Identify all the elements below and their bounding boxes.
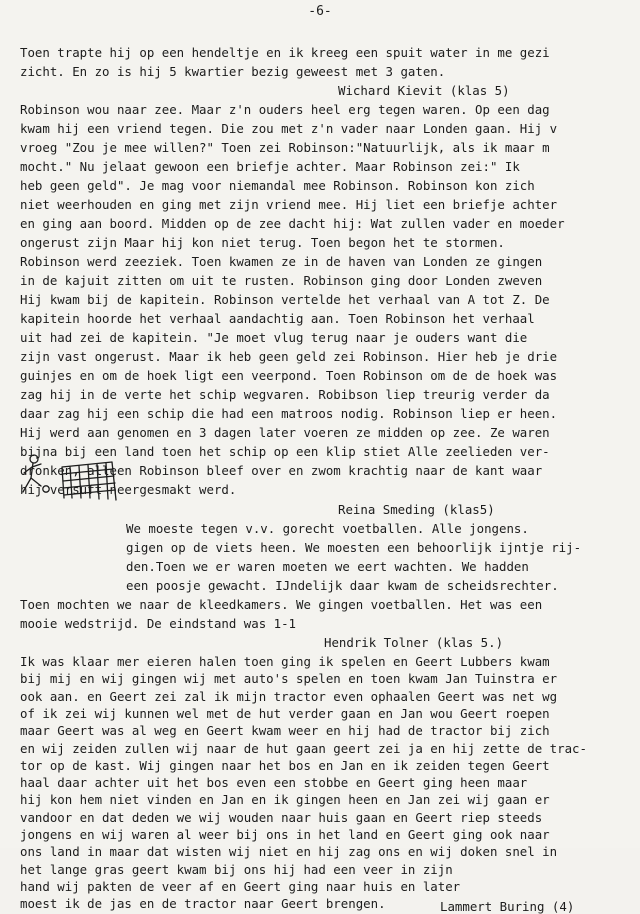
text-line: Hij kwam bij de kapitein. Robinson vertelde het verhaal van A tot Z. De [20, 292, 550, 307]
football-drawing [14, 452, 122, 504]
text-line: of ik zei wij kunnen wel met de hut verder gaan en Jan wou Geert roepen [20, 705, 550, 721]
text-line: Robinson wou naar zee. Maar z'n ouders heel erg tegen waren. Op een dag [20, 102, 550, 117]
text-line: jongens en wij waren al weer bij ons in het land en Geert ging ook naar [20, 827, 550, 842]
text-line: den.Toen we er waren moeten we eert wachten. We hadden [126, 559, 529, 574]
text-line: een poosje gewacht. IJndelijk daar kwam de scheidsrechter. [126, 578, 559, 593]
text-line: guinjes en om de hoek ligt een veerpond. Toen Robinson om de de hoek was [20, 368, 558, 383]
text-line: en ging aan boord. Midden op de zee dacht hij: Wat zullen vader en moeder [20, 216, 565, 231]
text-line: heb geen geld". Je mag voor niemandal mee Robinson. Robinson kon zich [20, 178, 535, 193]
text-line: uit had zei de kapitein. "Je moet vlug terug naar je ouders want die [20, 330, 528, 345]
text-line: hij versuft neergesmakt werd. [20, 482, 237, 497]
text-line: zijn vast ongerust. Maar ik heb geen geld zei Robinson. Hier heb je drie [20, 349, 558, 364]
text-line: in de kajuit zitten om uit te rusten. Robinson ging door Londen zweven [20, 273, 543, 288]
author-signature: Hendrik Tolner (klas 5.) [324, 635, 504, 650]
text-line: tor op de kast. Wij gingen naar het bos en Jan en ik zeiden tegen Geert [20, 757, 550, 773]
text-line: het lange gras geert kwam bij ons hij had een veer in zijn [20, 861, 453, 877]
text-line: gigen op de viets heen. We moesten een behoorlijk ijntje rij- [126, 540, 582, 555]
text-line: Toen mochten we naar de kleedkamers. We gingen voetballen. Het was een [20, 597, 543, 612]
author-signature: Reina Smeding (klas5) [338, 502, 495, 517]
text-line: kwam hij een vriend tegen. Die zou met z'n vader naar Londen gaan. Hij v [20, 121, 558, 136]
author-signature: Wichard Kievit (klas 5) [338, 83, 510, 98]
text-line: dronken, alleen Robinson bleef over en zwom krachtig naar de kant waar [20, 463, 543, 478]
text-line: ook aan. en Geert zei zal ik mijn tractor even ophaalen Geert was net wg [20, 688, 558, 704]
text-line: zicht. En zo is hij 5 kwartier bezig geweest met 3 gaten. [20, 64, 446, 79]
text-line: haal daar achter uit het bos even een stobbe en Geert ging heen maar [20, 775, 528, 791]
text-line: hand wij pakten de veer af en Geert ging naar huis en later [20, 878, 461, 894]
page-number: -6- [308, 4, 332, 19]
text-line: zag hij in de verte het schip wegvaren. Robibson liep treurig verder da [20, 387, 550, 402]
text-line: vroeg "Zou je mee willen?" Toen zei Robinson:"Natuurlijk, als ik maar m [20, 140, 550, 155]
text-line: bij mij en wij gingen wij met auto's spelen en toen kwam Jan Tuinstra er [20, 671, 558, 687]
text-line: Robinson werd zeeziek. Toen kwamen ze in de haven van Londen ze gingen [20, 254, 543, 269]
text-line: ongerust zijn Maar hij kon niet terug. Toen begon het te stormen. [20, 235, 505, 250]
text-line: vandoor en dat deden we wij wouden naar huis gaan en Geert riep steeds [20, 809, 543, 825]
text-line: daar zag hij een schip die had een matroos nodig. Robinson liep er heen. [20, 406, 558, 421]
text-line: ons land in maar dat wisten wij niet en hij zag ons en wij doken snel in [20, 844, 558, 860]
text-line: kapitein hoorde het verhaal aandachtig aan. Toen Robinson het verhaal [20, 311, 535, 326]
text-line: Hij werd aan genomen en 3 dagen later voeren ze midden op zee. Ze waren [20, 425, 550, 440]
text-line: Ik was klaar mer eieren halen toen ging ik spelen en Geert Lubbers kwam [20, 654, 550, 669]
author-signature: Lammert Buring (4) [440, 899, 575, 914]
text-line: en wij zeiden zullen wij naar de hut gaan geert zei ja en hij zette de trac- [20, 740, 587, 756]
text-line: hij kon hem niet vinden en Jan en ik gingen heen en Jan zei wij gaan er [20, 792, 550, 808]
text-line: We moeste tegen v.v. gorecht voetballen. Alle jongens. [126, 521, 529, 536]
text-line: moest ik de jas en de tractor naar Geert brengen. [20, 896, 386, 912]
text-line: mocht." Nu jelaat gewoon een briefje achter. Maar Robinson zei:" Ik [20, 159, 520, 174]
text-line: mooie wedstrijd. De eindstand was 1-1 [20, 616, 297, 631]
text-line: bijna bij een land toen het schip op een klip stiet Alle zeelieden ver- [20, 444, 550, 459]
text-line: Toen trapte hij op een hendeltje en ik kreeg een spuit water in me gezi [20, 45, 550, 60]
text-line: maar Geert was al weg en Geert kwam weer en hij had de tractor bij zich [20, 723, 550, 739]
text-line: niet weerhouden en ging met zijn vriend mee. Hij liet een briefje achter [20, 197, 558, 212]
